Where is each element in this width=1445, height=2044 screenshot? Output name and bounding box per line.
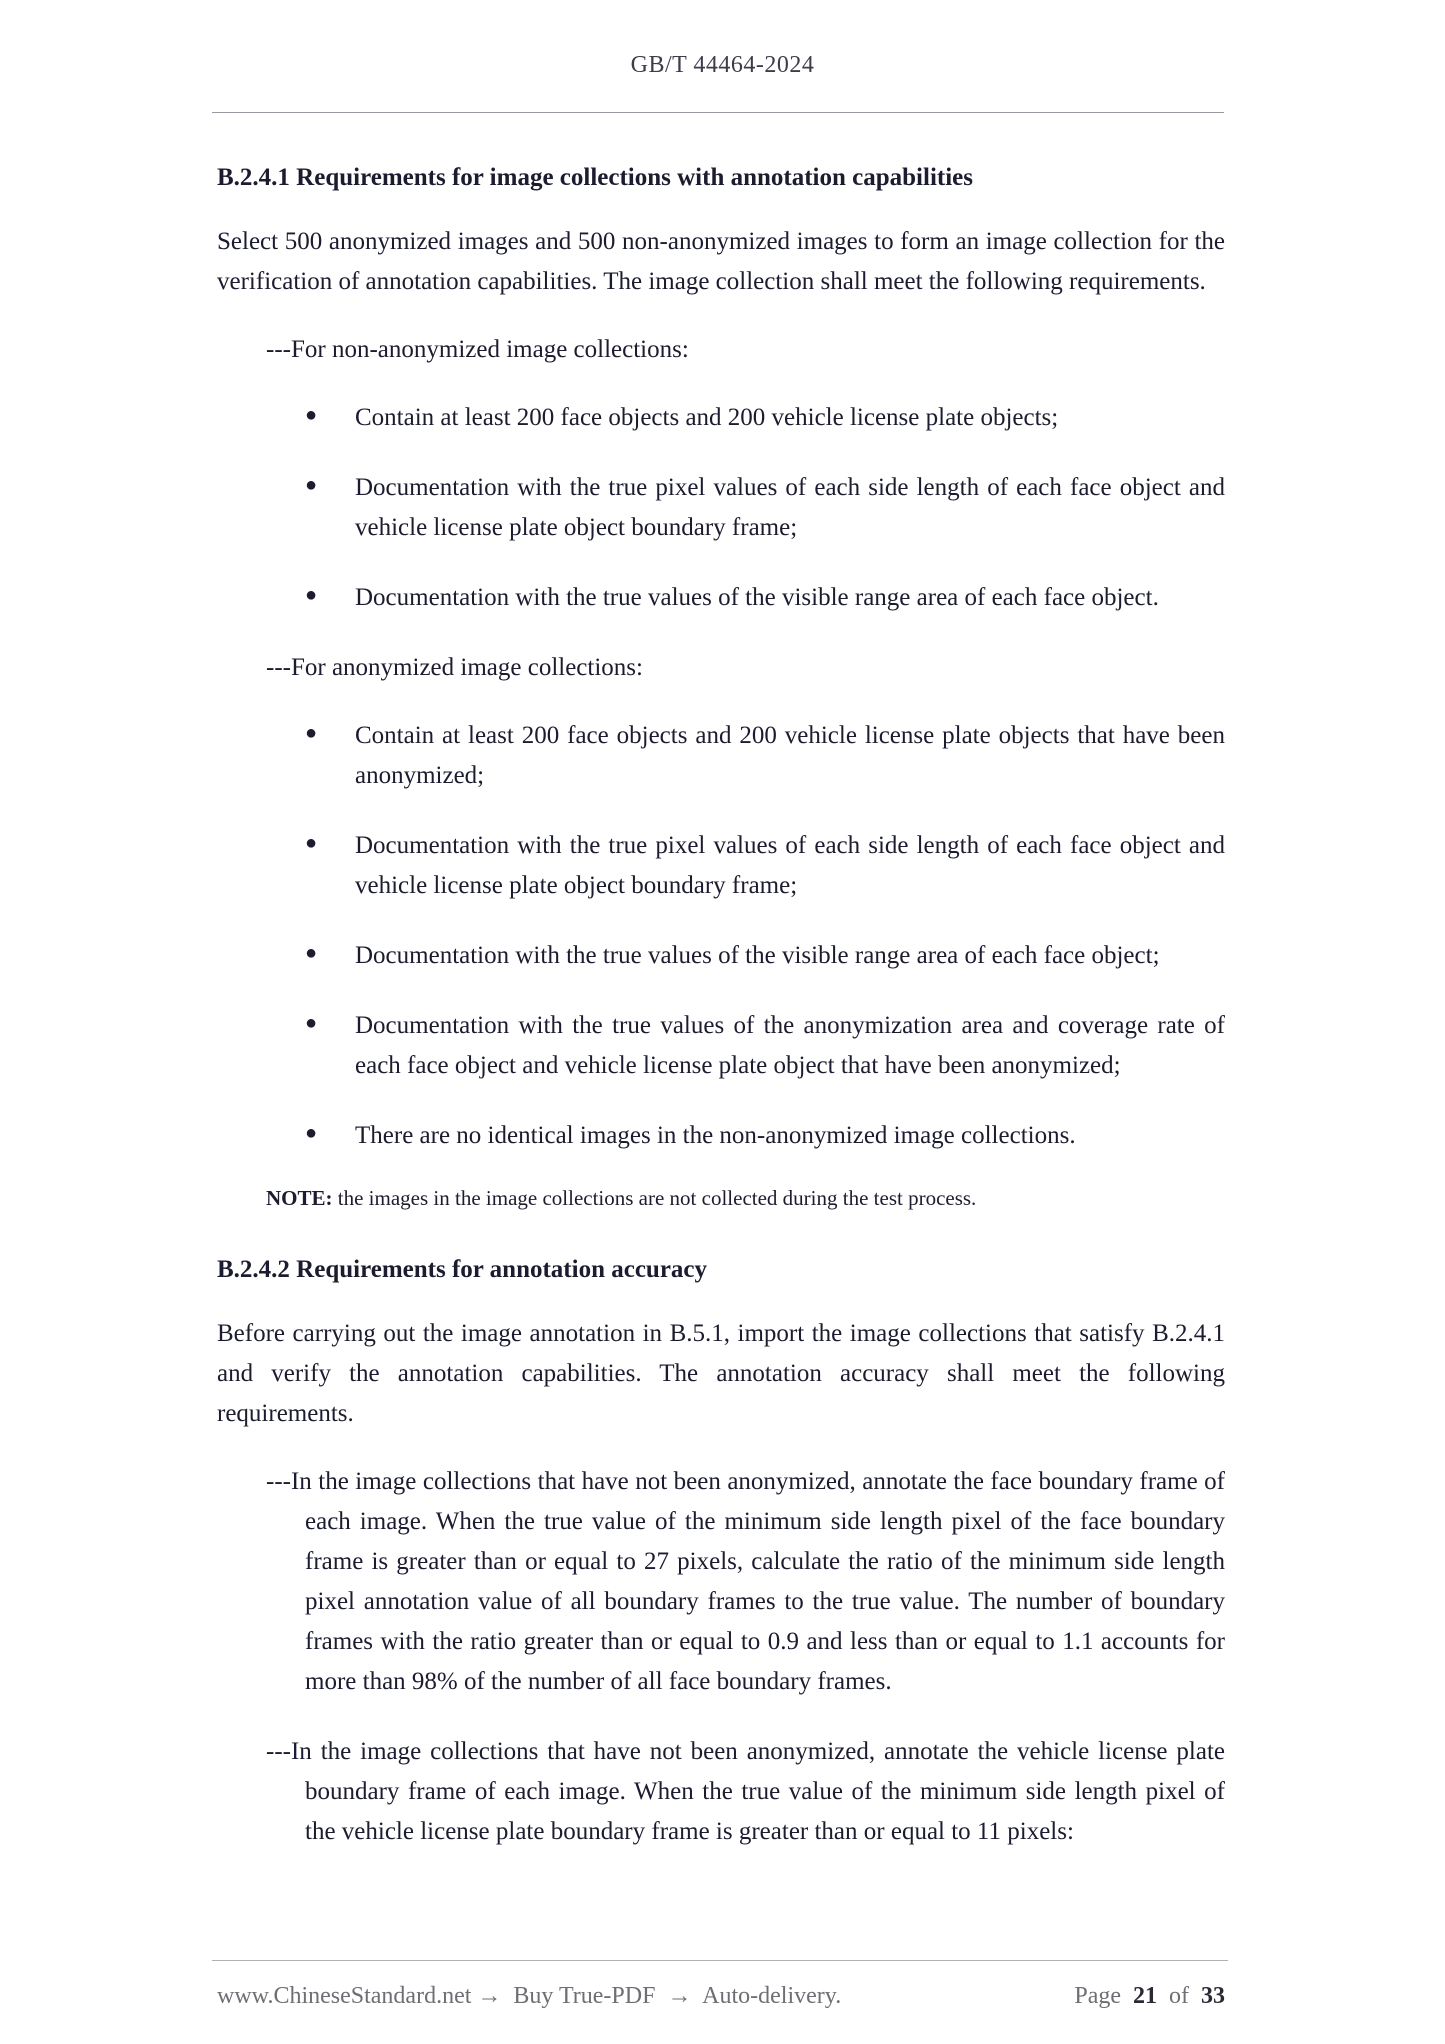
footer-buy-text: Buy True-PDF bbox=[513, 1983, 656, 2009]
anonymized-bullet-list bbox=[217, 716, 1225, 1156]
footer-divider bbox=[212, 1960, 1228, 1961]
document-content bbox=[217, 158, 1225, 1882]
list2-label: ---For anonymized image collections: bbox=[266, 654, 643, 681]
arrow-right-icon: → bbox=[667, 1983, 692, 2009]
list-item bbox=[217, 398, 1225, 438]
page-header-title: GB/T 44464-2024 bbox=[630, 52, 815, 78]
of-label: of bbox=[1169, 1983, 1189, 2009]
bullet-icon: ● bbox=[305, 584, 318, 606]
arrow-right-icon: → bbox=[477, 1983, 502, 2009]
section-heading-b242: B.2.4.2 Requirements for annotation accuracy bbox=[217, 1255, 708, 1283]
footer-branding bbox=[217, 1983, 847, 2010]
page-label: Page bbox=[1074, 1983, 1121, 2009]
note-text: the images in the image collections are not collected during the test process. bbox=[332, 1186, 977, 1210]
list-item-text: There are no identical images in the non-anonymized image collections. bbox=[355, 1122, 1076, 1149]
bullet-icon: ● bbox=[305, 1122, 318, 1144]
section-b242-intro: Before carrying out the image annotation in B.5.1, import the image collections that satisfy B.2.4.1 and verify the annotation capabilities. The annotation accuracy shall meet the following requirements. bbox=[217, 1319, 1225, 1427]
list-item bbox=[217, 826, 1225, 906]
bullet-icon: ● bbox=[305, 474, 318, 496]
list-item-text: Documentation with the true pixel values of each side length of each face object and vehicle license plate object boundary frame; bbox=[355, 474, 1225, 541]
list-item-text: Contain at least 200 face objects and 200 vehicle license plate objects; bbox=[355, 404, 1059, 431]
list-item bbox=[217, 1116, 1225, 1156]
list-item-text: Documentation with the true values of the anonymization area and coverage rate of each face object and vehicle license plate object that have been anonymized; bbox=[355, 1012, 1225, 1079]
list-item-text: Documentation with the true values of the visible range area of each face object. bbox=[355, 584, 1159, 611]
section-b241-intro: Select 500 anonymized images and 500 non-anonymized images to form an image collection for the verification of annotation capabilities. The image collection shall meet the following requirements. bbox=[217, 228, 1225, 295]
list-item bbox=[217, 1006, 1225, 1086]
section-heading-b241: B.2.4.1 Requirements for image collections with annotation capabilities bbox=[217, 164, 973, 191]
list-item bbox=[217, 468, 1225, 548]
bullet-icon: ● bbox=[305, 942, 318, 964]
page-footer bbox=[217, 1960, 1225, 2010]
note-label: NOTE: bbox=[266, 1186, 333, 1210]
page-indicator bbox=[1068, 1983, 1225, 2010]
bullet-icon: ● bbox=[305, 1012, 318, 1034]
bullet-icon: ● bbox=[305, 722, 318, 744]
bullet-icon: ● bbox=[305, 404, 318, 426]
list-item-text: Documentation with the true pixel values of each side length of each face object and vehicle license plate object boundary frame; bbox=[355, 832, 1225, 899]
bullet-icon: ● bbox=[305, 832, 318, 854]
list-item-text: Documentation with the true values of the visible range area of each face object; bbox=[355, 942, 1160, 969]
non-anonymized-bullet-list bbox=[217, 398, 1225, 618]
list-item bbox=[217, 936, 1225, 976]
list-item bbox=[217, 578, 1225, 618]
dash-paragraph-face: ---In the image collections that have not been anonymized, annotate the face boundary frame of each image. When the true value of the minimum side length pixel of the face boundary frame is greater than or equal to 27 pixels, calculate the ratio of the minimum side length pixel annotation value of all boundary frames to the true value. The number of boundary frames with the ratio greater than or equal to 0.9 and less than or equal to 1.1 accounts for more than 98% of the number of all face boundary frames. bbox=[266, 1467, 1225, 1695]
list1-label: ---For non-anonymized image collections: bbox=[266, 336, 689, 363]
page-total: 33 bbox=[1201, 1983, 1225, 2009]
page-current: 21 bbox=[1133, 1983, 1157, 2009]
note bbox=[217, 1182, 1225, 1216]
site-link[interactable]: www.ChineseStandard.net bbox=[217, 1983, 472, 2009]
footer-delivery-text: Auto-delivery. bbox=[702, 1983, 842, 2009]
dash-paragraph-plate: ---In the image collections that have not been anonymized, annotate the vehicle license plate boundary frame of each image. When the true value of the minimum side length pixel of the vehicle license plate boundary frame is greater than or equal to 11 pixels: bbox=[266, 1737, 1225, 1845]
header-divider bbox=[212, 112, 1224, 113]
list-item bbox=[217, 716, 1225, 796]
list-item-text: Contain at least 200 face objects and 200 vehicle license plate objects that have been anonymized; bbox=[355, 722, 1225, 789]
